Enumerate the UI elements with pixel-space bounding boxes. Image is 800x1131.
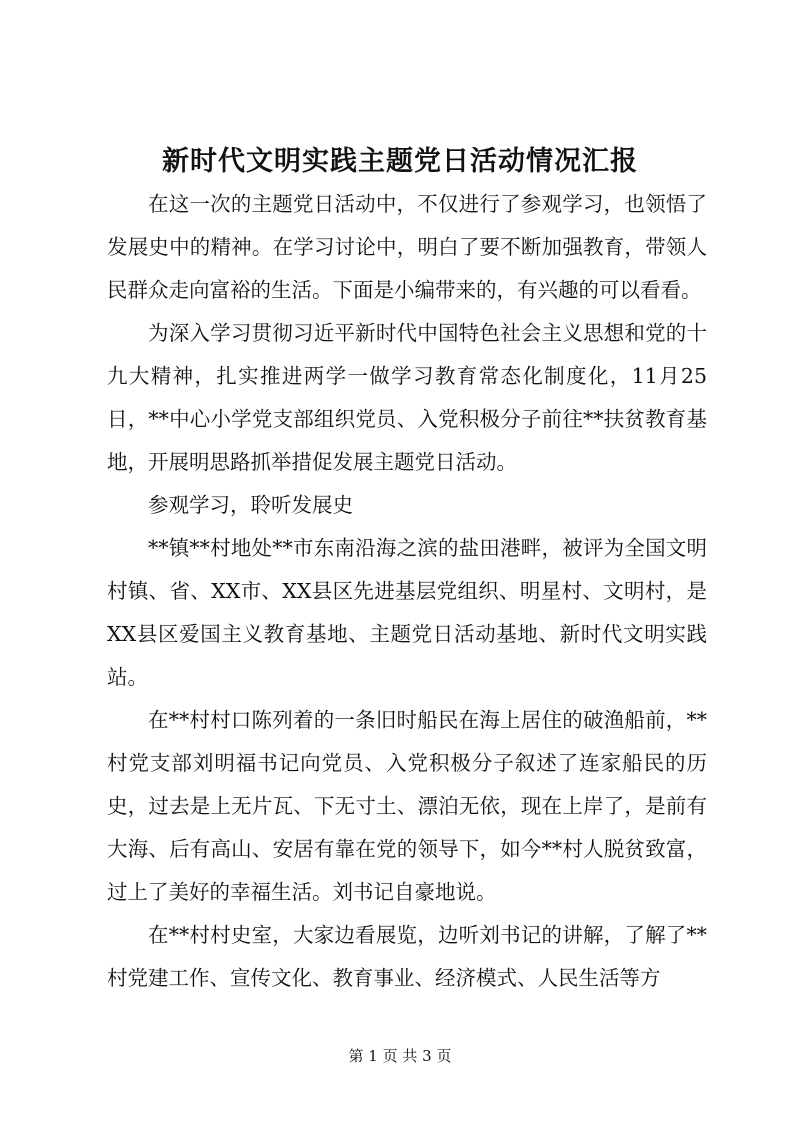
paragraph-intro: 在这一次的主题党日活动中，不仅进行了参观学习，也领悟了发展史中的精神。在学习讨论中，明白了要不断加强教育，带领人民群众走向富裕的生活。下面是小编带来的，有兴趣的可以看看。 [107, 192, 707, 302]
page-number-footer: 第 1 页 共 3 页 [348, 1047, 452, 1065]
document-title: 新时代文明实践主题党日活动情况汇报 [162, 146, 638, 177]
paragraph-background: 为深入学习贯彻习近平新时代中国特色社会主义思想和党的十九大精神，扎实推进两学一做学习教育常态化制度化，11月25日，**中心小学党支部组织党员、入党积极分子前往**扶贫教育基地，开展明思路抓举措促发展主题党日活动。 [107, 321, 707, 474]
paragraph-boat-history: 在**村村口陈列着的一条旧时船民在海上居住的破渔船前，**村党支部刘明福书记向党员、入党积极分子叙述了连家船民的历史，过去是上无片瓦、下无寸土、漂泊无依，现在上岸了，是前有大海、后有高山、安居有靠在党的领导下，如今**村人脱贫致富，过上了美好的幸福生活。刘书记自豪地说。 [107, 708, 707, 904]
document-body [107, 183, 707, 1000]
paragraph-village-history-room: 在**村村史室，大家边看展览，边听刘书记的讲解，了解了**村党建工作、宣传文化、教育事业、经济模式、人民生活等方 [107, 923, 707, 990]
paragraph-village-intro: **镇**村地处**市东南沿海之滨的盐田港畔，被评为全国文明村镇、省、XX市、XX县区先进基层党组织、明星村、文明村，是XX县区爱国主义教育基地、主题党日活动基地、新时代文明实践站。 [107, 536, 707, 689]
section-heading: 参观学习，聆听发展史 [148, 493, 353, 517]
